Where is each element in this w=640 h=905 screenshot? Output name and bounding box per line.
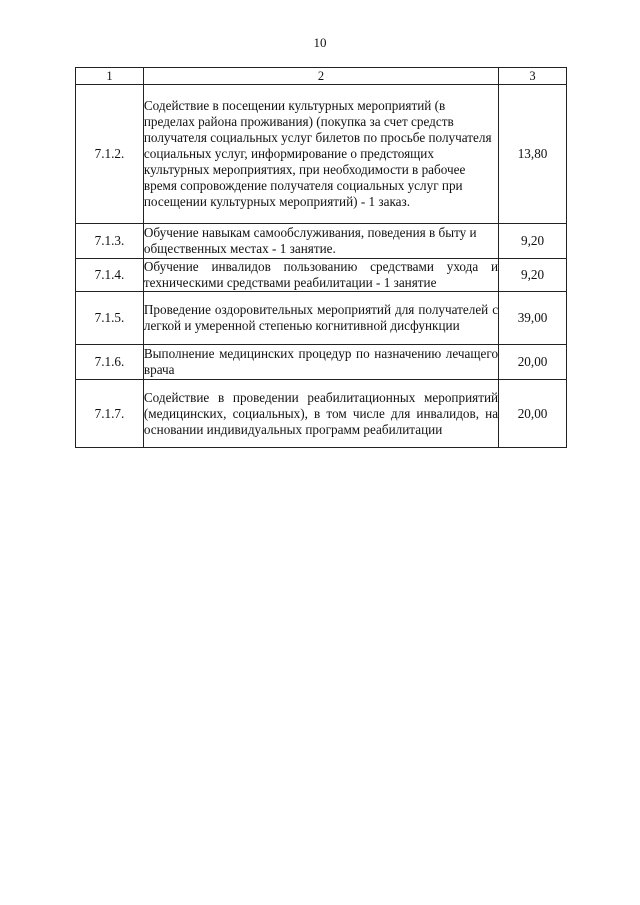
row-number: 7.1.7. [76,380,144,448]
table-row [76,224,567,259]
column-header-description: 2 [143,68,498,85]
table-row [76,380,567,448]
row-value: 39,00 [499,292,567,345]
table-header-row [76,68,567,85]
row-value: 9,20 [499,259,567,292]
row-number: 7.1.6. [76,345,144,380]
row-value: 9,20 [499,224,567,259]
column-header-number: 1 [76,68,144,85]
row-description: Содействие в проведении реабилитационных мероприятий (медицинских, социальных), в том числе для инвалидов, на основании индивидуальных программ реабилитации [143,380,498,448]
row-number: 7.1.2. [76,85,144,224]
table-row [76,85,567,224]
column-header-value: 3 [499,68,567,85]
row-description: Обучение навыкам самообслуживания, поведения в быту и общественных местах - 1 занятие. [143,224,498,259]
row-value: 13,80 [499,85,567,224]
table-row [76,259,567,292]
row-description: Содействие в посещении культурных мероприятий (в пределах района проживания) (покупка за счет средств получателя социальных услуг билетов по просьбе получателя социальных услуг, информирование о предстоящих культурных мероприятиях, при необходимости в рабочее время сопровождение получателя социальных услуг при посещении культурных мероприятий) - 1 заказ. [143,85,498,224]
services-table [75,67,567,448]
row-description: Обучение инвалидов пользованию средствами ухода и техническими средствами реабилитации - 1 занятие [143,259,499,290]
row-number: 7.1.4. [76,259,144,292]
table-row [76,292,567,345]
row-description: Проведение оздоровительных мероприятий для получателей с легкой и умеренной степенью когнитивной дисфункции [143,292,498,345]
row-number: 7.1.3. [76,224,144,259]
row-value: 20,00 [499,380,567,448]
row-value: 20,00 [499,345,567,380]
row-number: 7.1.5. [76,292,144,345]
table-row [76,345,567,380]
row-description: Выполнение медицинских процедур по назначению лечащего врача [143,345,498,380]
page-number: 10 [313,35,327,50]
